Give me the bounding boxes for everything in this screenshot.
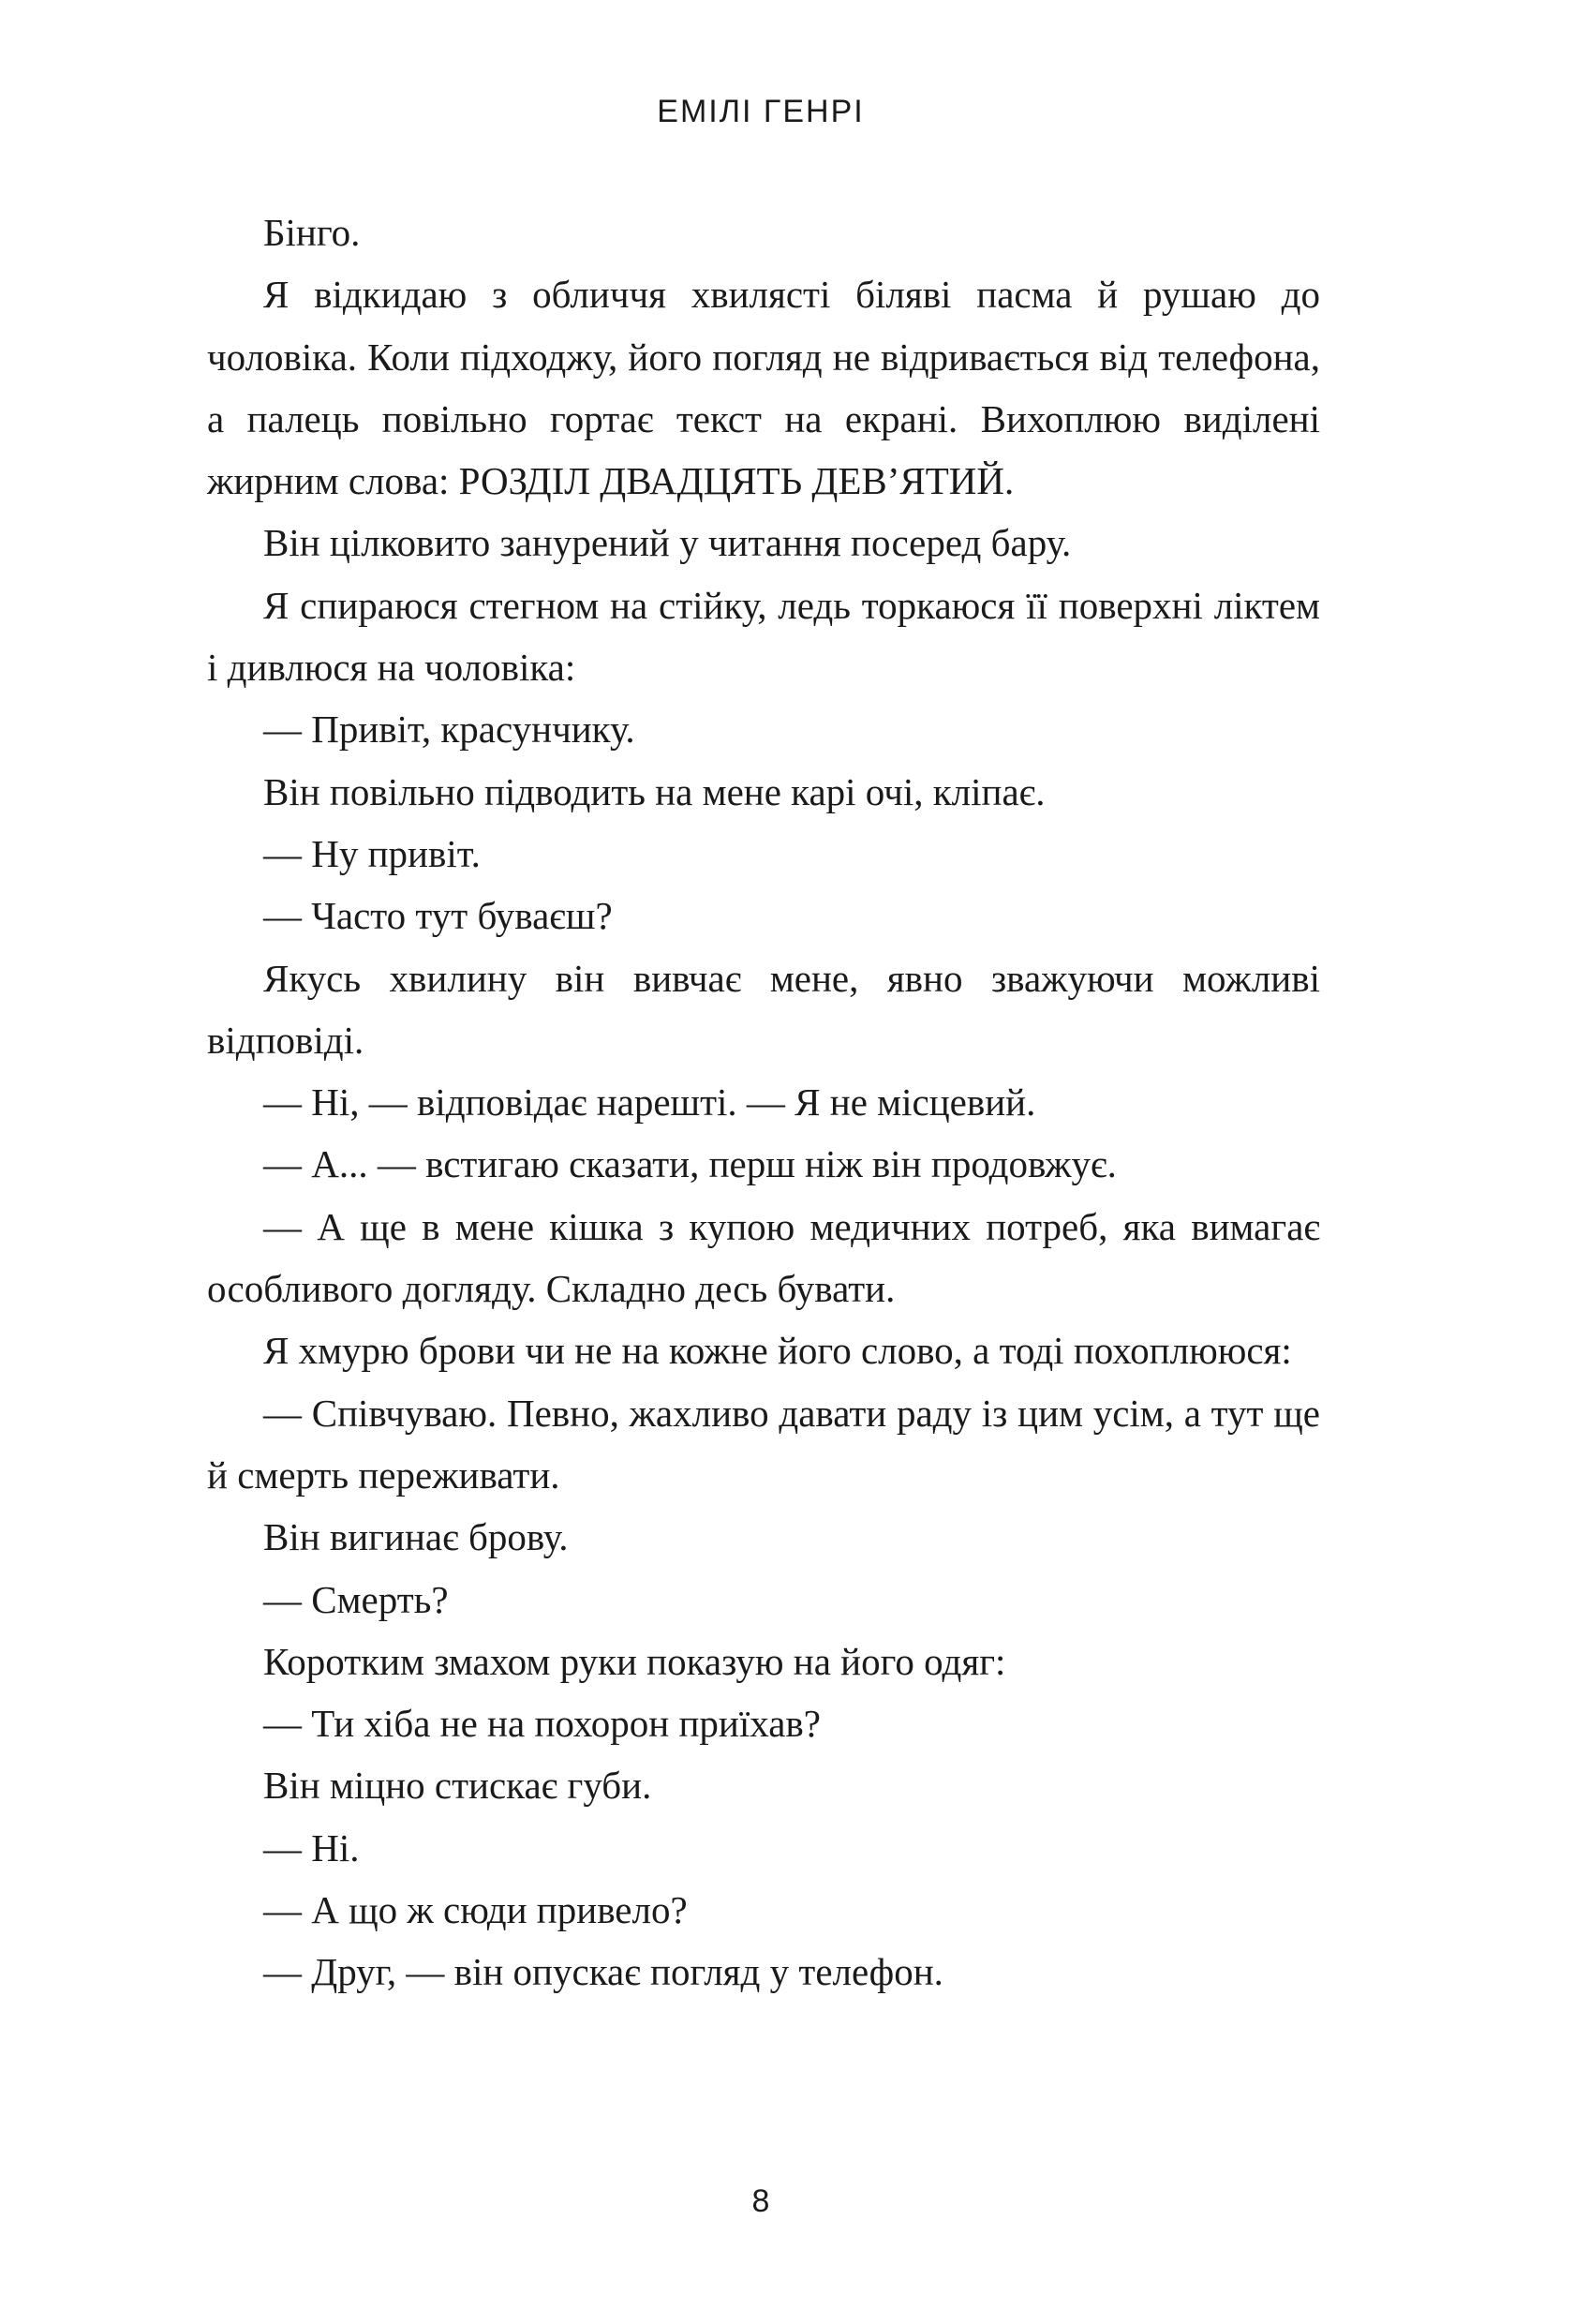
paragraph: — Ти хіба не на похорон приїхав? xyxy=(263,1702,821,1746)
paragraph: — А ще в мене кішка з купою медичних потреб, яка вимагає особливого догляду. Складно десь бувати. xyxy=(207,1204,1320,1311)
paragraph: Коротким змахом руки показую на його одяг: xyxy=(263,1639,1006,1683)
page-number: 8 xyxy=(751,2183,770,2219)
paragraph: — Ну привіт. xyxy=(263,831,481,875)
paragraph: — Співчуваю. Певно, жахливо давати раду із цим усім, а тут ще й смерть переживати. xyxy=(207,1391,1320,1497)
paragraph: — Привіт, красунчику. xyxy=(263,708,635,752)
body-text xyxy=(207,201,1320,2004)
paragraph: Я спираюся стегном на стійку, ледь торкаюся її поверхні ліктем і дивлюся на чоловіка: xyxy=(207,583,1320,690)
paragraph: — А... — встигаю сказати, перш ніж він продовжує. xyxy=(263,1142,1117,1186)
paragraph: Він цілковито занурений у читання посеред бару. xyxy=(263,521,1072,565)
paragraph: — Ні, — відповідає нарешті. — Я не місцевий. xyxy=(263,1080,1036,1125)
paragraph: Якусь хвилину він вивчає мене, явно зважуючи можливі відповіді. xyxy=(207,956,1320,1062)
paragraph: — Ні. xyxy=(263,1825,360,1870)
paragraph: — Часто тут буваєш? xyxy=(263,894,613,938)
paragraph: Я відкидаю з обличчя хвилясті біляві пасма й рушаю до чоловіка. Коли підходжу, його погляд не відривається від телефона, а палець повільно гортає текст на екрані. Вихоплюю виділені жирним слова: РОЗДІЛ ДВАДЦЯТЬ ДЕВ’ЯТИЙ. xyxy=(207,273,1320,503)
paragraph: Він міцно стискає губи. xyxy=(263,1764,652,1808)
paragraph: Він вигинає брову. xyxy=(263,1515,569,1559)
paragraph: — Друг, — він опускає погляд у телефон. xyxy=(263,1950,943,1994)
paragraph: Я хмурю брови чи не на кожне його слово, а тоді похоплююся: xyxy=(263,1329,1292,1373)
paragraph: — Смерть? xyxy=(263,1577,449,1621)
running-header: ЕМІЛІ ГЕНРІ xyxy=(657,94,865,129)
paragraph: Бінго. xyxy=(263,211,361,254)
paragraph: Він повільно підводить на мене карі очі, кліпає. xyxy=(263,769,1046,813)
paragraph: — А що ж сюди привело? xyxy=(263,1888,688,1932)
